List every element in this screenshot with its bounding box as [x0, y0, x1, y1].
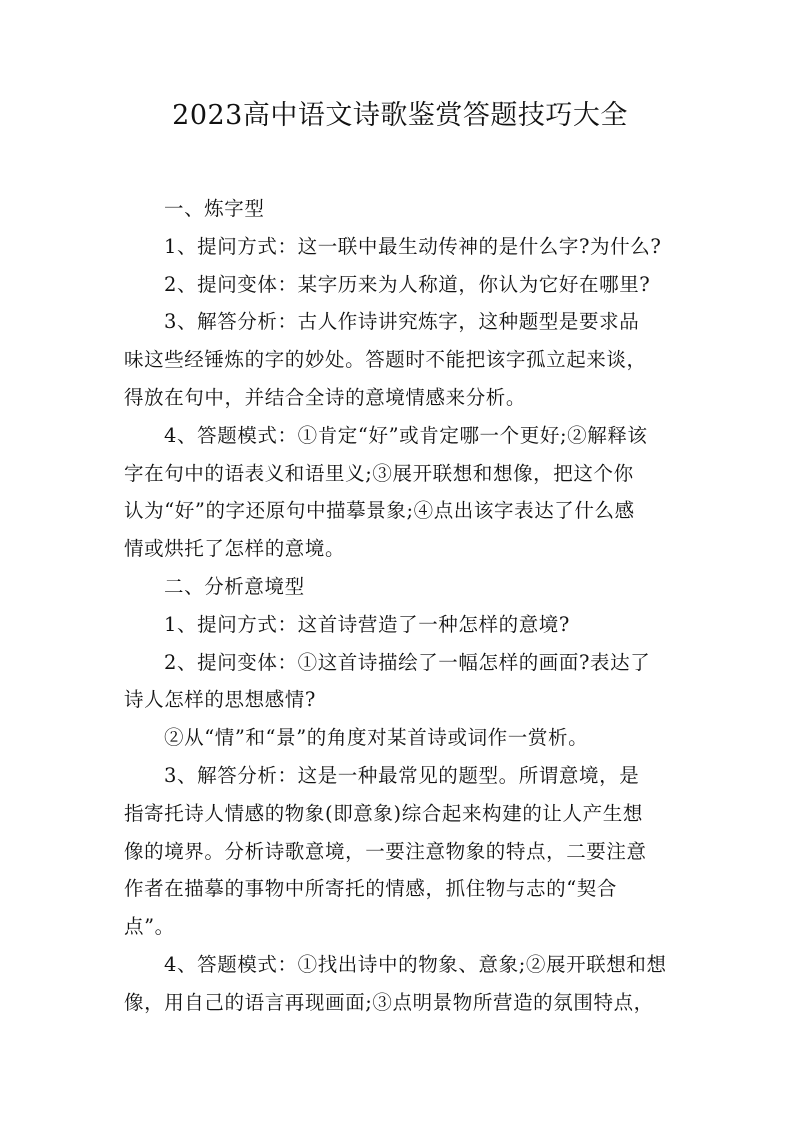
- text-line: 3、解答分析：古人作诗讲究炼字，这种题型是要求品: [164, 310, 640, 334]
- text-line: 1、提问方式：这一联中最生动传神的是什么字?为什么?: [164, 234, 662, 258]
- text-line: 二、分析意境型: [164, 574, 305, 598]
- text-line: 味这些经锤炼的字的妙处。答题时不能把该字孤立起来谈，: [124, 348, 647, 372]
- text-line: 认为“好”的字还原句中描摹景象;④点出该字表达了什么感: [124, 499, 635, 523]
- text-line: 像的境界。分析诗歌意境，一要注意物象的特点，二要注意: [124, 839, 647, 863]
- text-line: 字在句中的语表义和语里义;③展开联想和想像，把这个你: [124, 461, 634, 485]
- text-line: 一、炼字型: [164, 197, 265, 220]
- text-line: 像，用自己的语言再现画面;③点明景物所营造的氛围特点，: [124, 990, 654, 1014]
- text-line: 2、提问变体：某字历来为人称道，你认为它好在哪里?: [164, 272, 651, 296]
- text-line: 2、提问变体：①这首诗描绘了一幅怎样的画面?表达了: [164, 650, 651, 674]
- text-line: 4、答题模式：①找出诗中的物象、意象;②展开联想和想: [164, 952, 667, 976]
- text-line: 得放在句中，并结合全诗的意境情感来分析。: [124, 385, 527, 409]
- text-line: 指寄托诗人情感的物象(即意象)综合起来构建的让人产生想: [124, 801, 643, 825]
- text-line: 作者在描摹的事物中所寄托的情感，抓住物与志的“契合: [124, 877, 617, 901]
- text-line: 诗人怎样的思想感情?: [124, 688, 316, 712]
- document-title: 2023高中语文诗歌鉴赏答题技巧大全: [172, 100, 628, 131]
- text-line: ②从“情”和“景”的角度对某首诗或词作一赏析。: [164, 726, 589, 750]
- text-line: 情或烘托了怎样的意境。: [124, 537, 346, 561]
- text-line: 4、答题模式：①肯定“好”或肯定哪一个更好;②解释该: [164, 423, 648, 447]
- text-line: 点”。: [124, 915, 175, 939]
- document-body: [124, 190, 684, 1022]
- text-line: 1、提问方式：这首诗营造了一种怎样的意境?: [164, 612, 570, 636]
- text-line: 3、解答分析：这是一种最常见的题型。所谓意境，是: [164, 763, 640, 787]
